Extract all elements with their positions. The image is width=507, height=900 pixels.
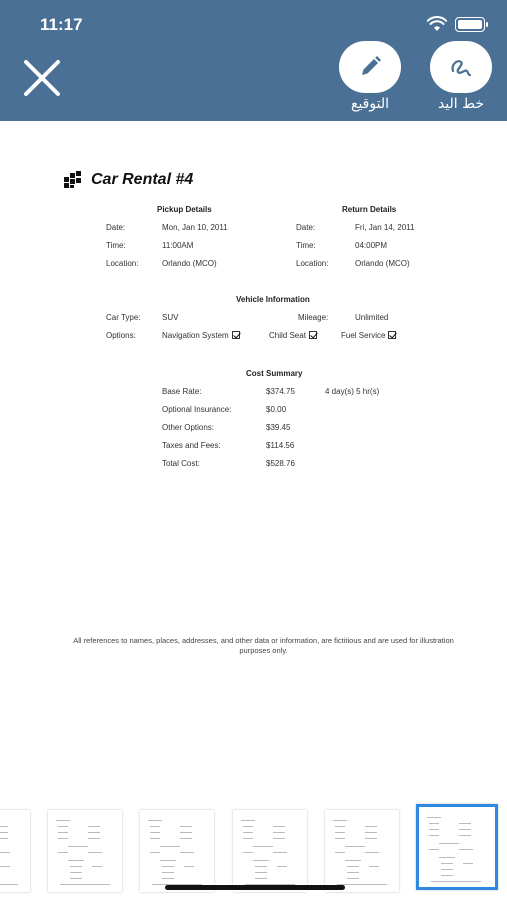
thumbnail-line <box>441 875 453 876</box>
thumbnail-line <box>58 826 68 827</box>
thumbnail-line <box>92 866 102 867</box>
thumbnail-line <box>273 852 287 853</box>
thumbnail-line <box>253 846 273 847</box>
total-cost-label: Total Cost: <box>162 459 200 468</box>
pickup-location: Orlando (MCO) <box>162 259 217 268</box>
thumbnail-line <box>347 872 359 873</box>
thumbnail-line <box>70 878 82 879</box>
signature-button[interactable] <box>339 41 401 93</box>
thumbnail-line <box>365 826 377 827</box>
return-location: Orlando (MCO) <box>355 259 410 268</box>
return-location-label: Location: <box>296 259 329 268</box>
thumbnail-line <box>184 866 194 867</box>
thumbnail-line <box>429 829 439 830</box>
thumbnail-line <box>180 852 194 853</box>
handwriting-button[interactable] <box>430 41 492 93</box>
thumbnail-line <box>150 832 160 833</box>
other-options-label: Other Options: <box>162 423 215 432</box>
document-title <box>63 171 193 189</box>
thumbnail-line <box>459 849 473 850</box>
thumbnail-line <box>160 860 176 861</box>
grid-logo-icon <box>63 171 83 189</box>
thumbnail-line <box>463 863 473 864</box>
thumbnail-line <box>333 820 347 821</box>
mileage: Unlimited <box>355 313 389 322</box>
page-thumbnail[interactable] <box>140 810 214 892</box>
thumbnail-line <box>365 832 377 833</box>
scribble-icon <box>447 54 475 80</box>
option-child-seat-label: Child Seat <box>269 331 306 340</box>
pickup-heading: Pickup Details <box>157 205 212 214</box>
return-date: Fri, Jan 14, 2011 <box>355 223 415 232</box>
thumbnail-line <box>459 829 471 830</box>
taxes: $114.56 <box>266 441 295 450</box>
disclaimer: All references to names, places, addresses, and other data or information, are fictitious and are used for illustration purposes only. <box>73 636 454 655</box>
thumbnail-line <box>58 852 68 853</box>
thumbnail-line <box>180 826 192 827</box>
thumbnail-line <box>335 852 345 853</box>
thumbnail-line <box>335 826 345 827</box>
option-navigation <box>162 331 240 340</box>
top-bar <box>0 0 507 121</box>
thumbnail-line <box>150 852 160 853</box>
return-time-label: Time: <box>296 241 316 250</box>
checkbox-icon <box>232 331 240 339</box>
pickup-location-label: Location: <box>106 259 139 268</box>
wifi-icon <box>427 16 447 32</box>
thumbnail-line <box>58 832 68 833</box>
base-rate: $374.75 <box>266 387 295 396</box>
thumbnail-line <box>162 866 174 867</box>
thumbnail-line <box>431 881 481 882</box>
thumbnail-line <box>429 835 439 836</box>
thumbnail-line <box>68 846 88 847</box>
thumbnail-line <box>70 866 82 867</box>
vehicle-heading: Vehicle Information <box>236 295 310 304</box>
thumbnail-line <box>459 835 471 836</box>
thumbnail-line <box>347 866 359 867</box>
page-thumbnail[interactable] <box>325 810 399 892</box>
total-cost: $528.76 <box>266 459 295 468</box>
rental-duration: 4 day(s) 5 hr(s) <box>325 387 380 396</box>
thumbnail-line <box>429 849 439 850</box>
car-type-label: Car Type: <box>106 313 141 322</box>
page-thumbnail-selected[interactable] <box>416 804 498 890</box>
thumbnail-line <box>255 872 267 873</box>
thumbnail-line <box>365 852 379 853</box>
checkbox-icon <box>309 331 317 339</box>
thumbnail-line <box>60 884 110 885</box>
thumbnail-line <box>160 846 180 847</box>
thumbnail-line <box>335 838 345 839</box>
thumbnail-line <box>365 838 377 839</box>
thumbnail-line <box>255 878 267 879</box>
option-child-seat <box>269 331 317 340</box>
taxes-label: Taxes and Fees: <box>162 441 221 450</box>
thumbnail-line <box>243 832 253 833</box>
thumbnail-line <box>347 878 359 879</box>
thumbnail-line <box>273 832 285 833</box>
thumbnail-line <box>88 832 100 833</box>
battery-icon <box>455 17 485 32</box>
checkbox-icon <box>388 331 396 339</box>
thumbnail-line <box>0 852 10 853</box>
option-navigation-label: Navigation System <box>162 331 229 340</box>
thumbnail-line <box>429 823 439 824</box>
page-thumbnail[interactable] <box>0 810 30 892</box>
return-time: 04:00PM <box>355 241 388 250</box>
close-icon[interactable] <box>20 56 64 100</box>
thumbnail-line <box>441 863 453 864</box>
thumbnail-line <box>88 826 100 827</box>
thumbnail-line <box>150 826 160 827</box>
thumbnail-line <box>273 838 285 839</box>
thumbnail-line <box>243 826 253 827</box>
thumbnail-line <box>88 838 100 839</box>
handwriting-label: خط اليد <box>437 96 485 112</box>
thumbnail-line <box>369 866 379 867</box>
thumbnail-line <box>180 832 192 833</box>
thumbnail-line <box>0 866 10 867</box>
thumbnail-line <box>253 860 269 861</box>
option-fuel-service-label: Fuel Service <box>341 331 386 340</box>
page-thumbnail[interactable] <box>233 810 307 892</box>
return-heading: Return Details <box>342 205 397 214</box>
thumbnail-line <box>58 838 68 839</box>
thumbnail-line <box>345 860 361 861</box>
base-rate-label: Base Rate: <box>162 387 202 396</box>
mileage-label: Mileage: <box>298 313 329 322</box>
thumbnail-line <box>241 820 255 821</box>
cost-heading: Cost Summary <box>246 369 303 378</box>
home-indicator <box>165 885 345 890</box>
thumbnail-line <box>180 838 192 839</box>
signature-label: التوقيع <box>351 96 389 112</box>
thumbnail-line <box>337 884 387 885</box>
document-page <box>0 121 507 801</box>
page-thumbnail[interactable] <box>48 810 122 892</box>
other-options: $39.45 <box>266 423 291 432</box>
pickup-date: Mon, Jan 10, 2011 <box>162 223 228 232</box>
status-icons <box>427 16 485 32</box>
thumbnail-line <box>345 846 365 847</box>
thumbnail-line <box>243 838 253 839</box>
thumbnail-line <box>439 843 459 844</box>
thumbnail-line <box>162 872 174 873</box>
pickup-time-label: Time: <box>106 241 126 250</box>
thumbnail-line <box>70 872 82 873</box>
thumbnail-line <box>68 860 84 861</box>
thumbnail-line <box>459 823 471 824</box>
return-date-label: Date: <box>296 223 316 232</box>
thumbnail-line <box>255 866 267 867</box>
option-fuel-service <box>341 331 396 340</box>
insurance-label: Optional Insurance: <box>162 405 232 414</box>
thumbnail-line <box>273 826 285 827</box>
thumbnail-line <box>0 832 8 833</box>
insurance: $0.00 <box>266 405 287 414</box>
thumbnail-line <box>0 884 18 885</box>
thumbnail-line <box>0 826 8 827</box>
pickup-date-label: Date: <box>106 223 126 232</box>
document-title-text: Car Rental #4 <box>91 171 194 188</box>
thumbnail-line <box>277 866 287 867</box>
thumbnail-line <box>162 878 174 879</box>
pickup-time: 11:00AM <box>162 241 194 250</box>
thumbnail-line <box>150 838 160 839</box>
thumbnail-line <box>88 852 102 853</box>
thumbnail-line <box>243 852 253 853</box>
thumbnail-line <box>0 838 8 839</box>
thumbnail-line <box>439 857 455 858</box>
options-label: Options: <box>106 331 136 340</box>
car-type: SUV <box>162 313 179 322</box>
thumbnail-line <box>148 820 162 821</box>
thumbnail-line <box>335 832 345 833</box>
thumbnail-line <box>427 817 441 818</box>
status-time: 11:17 <box>40 15 83 34</box>
thumbnail-line <box>56 820 70 821</box>
thumbnail-line <box>441 869 453 870</box>
pencil-icon <box>357 54 383 80</box>
